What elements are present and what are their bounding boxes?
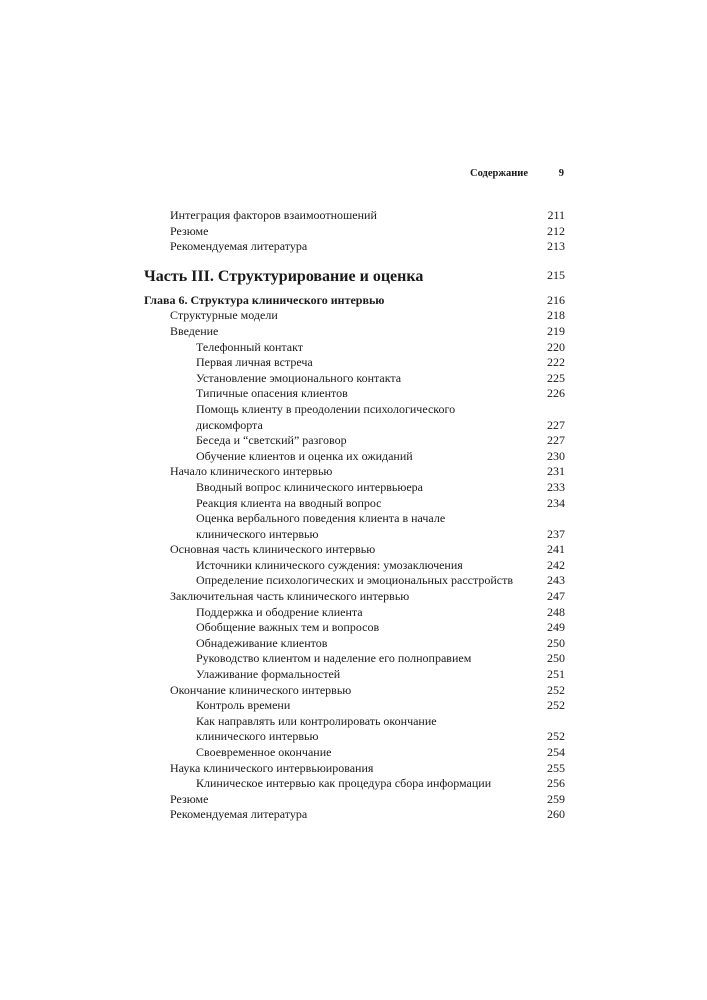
toc-subsection-entry [144,651,565,667]
toc-entry-page-number: 218 [547,308,565,323]
toc-entry-page-number: 256 [547,776,565,791]
toc-entry-page-number: 255 [547,760,565,775]
toc-entry-page-number: 216 [547,292,565,307]
toc-entry-title: Клиническое интервью как процедура сбора информации [196,776,492,791]
toc-entry-title: Окончание клинического интервью [170,682,352,697]
toc-entry-page-number: 260 [547,807,565,822]
toc-entry-title: Улаживание формальностей [196,667,341,682]
toc-entry-title: Глава 6. Структура клинического интервью [144,292,385,307]
toc-subsection-entry [144,745,565,761]
toc-entry-page-number: 252 [547,729,565,744]
toc-subsection-entry [144,433,565,449]
toc-entry-title: Оценка вербального поведения клиента в начале [196,511,446,526]
toc-section-entry [144,792,565,808]
toc-subsection-entry [144,480,565,496]
running-head-page-number: 9 [558,168,564,179]
toc-subsection-entry [144,605,565,621]
toc-subsection-entry [144,698,565,714]
toc-entry-page-number: 226 [547,386,565,401]
toc-entry-title: Обнадеживание клиентов [196,635,328,650]
toc-section-entry [144,224,565,240]
toc-entry-page-number: 234 [547,495,565,510]
toc-section-entry [144,324,565,340]
toc-entry-page-number: 237 [547,526,565,541]
toc-section-entry [144,542,565,558]
toc-entry-title: Структурные модели [170,308,278,323]
toc-entry-page-number: 213 [547,239,565,254]
toc-entry-page-number: 220 [547,339,565,354]
toc-chapter-heading [144,293,565,309]
toc-entry-title: Типичные опасения клиентов [196,386,348,401]
toc-entry-title: Вводный вопрос клинического интервьюера [196,479,423,494]
toc-entry-page-number: 233 [547,479,565,494]
toc-subsection-entry [144,418,565,434]
toc-section-entry [144,761,565,777]
toc-entry-title: Начало клинического интервью [170,464,333,479]
toc-entry-page-number: 254 [547,745,565,759]
toc-entry-page-number: 248 [547,604,565,619]
toc-entry-title: Реакция клиента на вводный вопрос [196,495,382,510]
toc-entry-title: Как направлять или контролировать окончание [196,713,437,728]
toc-subsection-entry [144,714,565,730]
toc-section-entry [144,683,565,699]
toc-entry-page-number: 242 [547,557,565,572]
toc-section-entry [144,464,565,480]
toc-entry-page-number: 252 [547,682,565,697]
toc-entry-title: Своевременное окончание [196,745,332,759]
toc-entry-page-number: 249 [547,620,565,635]
toc-section-entry [144,239,565,255]
toc-section-entry [144,807,565,823]
toc-entry-page-number: 230 [547,448,565,463]
running-head-title: Содержание [470,168,528,179]
toc-entry-page-number: 252 [547,698,565,713]
toc-subsection-entry [144,527,565,543]
toc-subsection-entry [144,636,565,652]
toc-subsection-entry [144,402,565,418]
toc-entry-page-number: 212 [547,223,565,238]
toc-subsection-entry [144,620,565,636]
toc-entry-title: Часть III. Структурирование и оценка [144,267,424,285]
toc-entry-title: Интеграция факторов взаимоотношений [170,208,377,222]
toc-part-heading [144,267,565,287]
toc-entry-title: Рекомендуемая литература [170,239,308,254]
toc-entry-page-number: 211 [547,208,565,222]
toc-entry-page-number: 250 [547,651,565,666]
toc-entry-title: Поддержка и ободрение клиента [196,604,363,619]
toc-entry-page-number: 231 [547,464,565,479]
toc-entry-title: Определение психологических и эмоциональных расстройств [196,573,514,588]
toc-subsection-entry [144,573,565,589]
toc-entry-title: дискомфорта [196,417,263,432]
toc-entry-page-number: 222 [547,355,565,370]
toc-section-entry [144,308,565,324]
toc-entry-title: Резюме [170,791,209,806]
toc-entry-title: Заключительная часть клинического интервью [170,589,410,604]
toc-entry-title: Контроль времени [196,698,291,713]
running-head [144,168,564,184]
toc-section-entry [144,208,565,224]
toc-subsection-entry [144,386,565,402]
toc-entry-page-number: 241 [547,542,565,557]
toc-entry-title: Рекомендуемая литература [170,807,308,822]
toc-entry-title: клинического интервью [196,526,319,541]
toc-entry-page-number: 250 [547,635,565,650]
toc-subsection-entry [144,776,565,792]
toc-section-entry [144,589,565,605]
toc-entry-page-number: 227 [547,433,565,448]
toc-subsection-entry [144,729,565,745]
toc-entry-title: Основная часть клинического интервью [170,542,376,557]
toc-subsection-entry [144,511,565,527]
toc-subsection-entry [144,667,565,683]
toc-entry-page-number: 243 [547,573,565,588]
toc-subsection-entry [144,496,565,512]
toc-entry-page-number: 219 [547,323,565,338]
toc-entry-page-number: 215 [547,267,565,282]
toc-entry-title: Введение [170,323,219,338]
toc-entry-title: Резюме [170,223,209,238]
toc-subsection-entry [144,371,565,387]
toc-entry-page-number: 227 [547,417,565,432]
toc-entry-page-number: 247 [547,589,565,604]
toc-entry-title: клинического интервью [196,729,319,744]
toc-entry-title: Источники клинического суждения: умозаключения [196,557,463,572]
toc-subsection-entry [144,340,565,356]
toc-entry-page-number: 251 [547,667,565,682]
toc-entry-title: Руководство клиентом и наделение его полноправием [196,651,472,666]
table-of-contents [144,208,565,823]
toc-entry-title: Телефонный контакт [196,339,304,354]
toc-subsection-entry [144,355,565,371]
toc-entry-title: Установление эмоционального контакта [196,370,402,385]
toc-entry-title: Помощь клиенту в преодолении психологического [196,401,456,416]
toc-entry-page-number: 225 [547,370,565,385]
toc-subsection-entry [144,558,565,574]
toc-entry-title: Обучение клиентов и оценка их ожиданий [196,448,413,463]
toc-subsection-entry [144,449,565,465]
toc-entry-title: Наука клинического интервьюирования [170,760,374,775]
toc-entry-page-number: 259 [547,791,565,806]
toc-entry-title: Обобщение важных тем и вопросов [196,620,380,635]
toc-entry-title: Беседа и “светский” разговор [196,433,347,448]
toc-entry-title: Первая личная встреча [196,355,313,370]
